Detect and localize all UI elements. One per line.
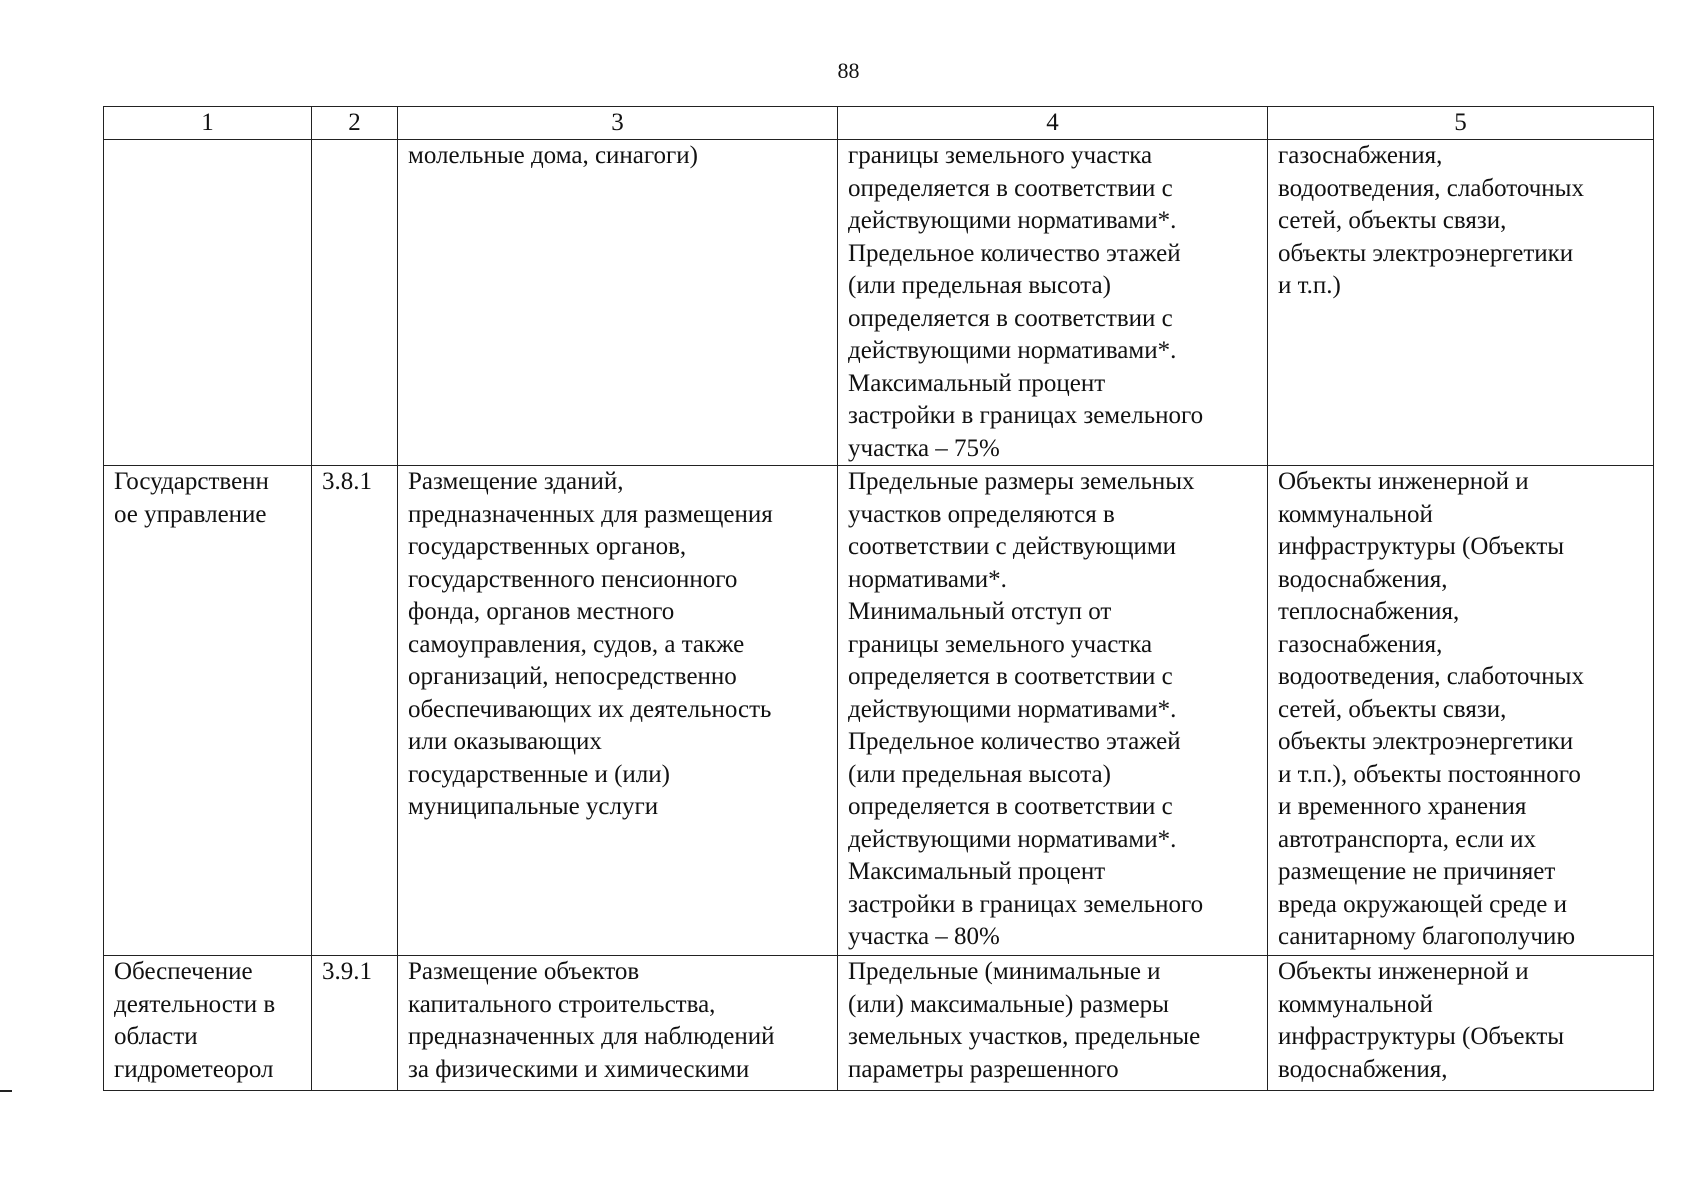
column-header-2: 2 bbox=[312, 107, 398, 140]
auxiliary-uses-cell: Объекты инженерной и коммунальной инфраструктуры (Объекты водоснабжения, теплоснабжения, газоснабжения, водоотведения, слаботочных сетей, объекты связи, объекты электроэнергетики и т.п.), объекты постоянного и временного хранения автотранспорта, если их размещение не причиняет вреда окружающей среде и санитарному благополучию bbox=[1268, 466, 1654, 956]
use-description-cell: Размещение объектов капитального строительства, предназначенных для наблюдений за физическими и химическими bbox=[398, 956, 838, 1091]
column-header-4: 4 bbox=[838, 107, 1268, 140]
parameters-cell: Предельные (минимальные и (или) максимальные) размеры земельных участков, предельные параметры разрешенного bbox=[838, 956, 1268, 1091]
column-header-5: 5 bbox=[1268, 107, 1654, 140]
parameters-cell: Предельные размеры земельных участков определяются в соответствии с действующими нормативами*. Минимальный отступ от границы земельного участка определяется в соответствии с действующими нормативами*. Предельное количество этажей (или предельная высота) определяется в соответствии с действующими нормативами*. Максимальный процент застройки в границах земельного участка – 80% bbox=[838, 466, 1268, 956]
use-code-cell bbox=[312, 140, 398, 466]
land-use-table bbox=[103, 106, 1654, 1091]
auxiliary-uses-cell: газоснабжения, водоотведения, слаботочных сетей, объекты связи, объекты электроэнергетики и т.п.) bbox=[1268, 140, 1654, 466]
table-row bbox=[104, 956, 1654, 1091]
use-description-cell: Размещение зданий, предназначенных для размещения государственных органов, государственного пенсионного фонда, органов местного самоуправления, судов, а также организаций, непосредственно обеспечивающих их деятельность или оказывающих государственные и (или) муниципальные услуги bbox=[398, 466, 838, 956]
page-number: 88 bbox=[837, 58, 860, 83]
parameters-cell: границы земельного участка определяется в соответствии с действующими нормативами*. Предельное количество этажей (или предельная высота) определяется в соответствии с действующими нормативами*. Максимальный процент застройки в границах земельного участка – 75% bbox=[838, 140, 1268, 466]
use-type-name-cell: Государственн ое управление bbox=[104, 466, 312, 956]
use-description-cell: молельные дома, синагоги) bbox=[398, 140, 838, 466]
margin-mark bbox=[0, 1090, 12, 1092]
use-code-cell: 3.9.1 bbox=[312, 956, 398, 1091]
column-header-3: 3 bbox=[398, 107, 838, 140]
use-type-name-cell: Обеспечение деятельности в области гидрометеорол bbox=[104, 956, 312, 1091]
column-header-1: 1 bbox=[104, 107, 312, 140]
auxiliary-uses-cell: Объекты инженерной и коммунальной инфраструктуры (Объекты водоснабжения, bbox=[1268, 956, 1654, 1091]
header-row bbox=[104, 107, 1654, 140]
table-row bbox=[104, 140, 1654, 466]
table-row bbox=[104, 466, 1654, 956]
use-type-name-cell bbox=[104, 140, 312, 466]
use-code-cell: 3.8.1 bbox=[312, 466, 398, 956]
